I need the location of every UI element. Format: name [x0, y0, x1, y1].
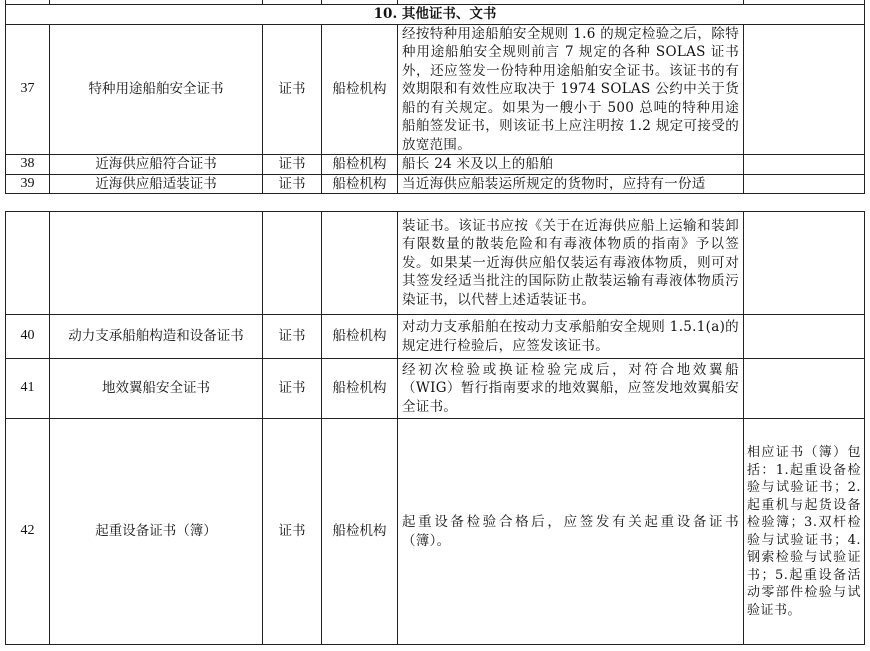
row-number: 41: [6, 359, 50, 419]
document-type: 证书: [263, 174, 322, 194]
section-title: 10. 其他证书、文书: [6, 5, 865, 25]
certificate-description: 起重设备检验合格后，应签发有关起重设备证书（簿）。: [398, 419, 744, 645]
table-row: [6, 315, 865, 359]
document-type: 证书: [263, 419, 322, 645]
certificate-description: 装证书。该证书应按《关于在近海供应船上运输和装卸有限数量的散装危险和有毒液体物质的指南》予以签发。如果某一近海供应船仅装运有毒液体物质，则可对其签发经适当批注的国际防止散装运输有毒液体物质污染证书，以代替上述适装证书。: [398, 212, 744, 315]
certificate-name: 特种用途船舶安全证书: [50, 24, 263, 155]
row-number: 37: [6, 24, 50, 155]
certificate-description: 当近海供应船装运所规定的货物时，应持有一份适: [398, 174, 744, 194]
document-type: 证书: [263, 315, 322, 359]
row-number: 39: [6, 174, 50, 194]
remarks: [744, 212, 865, 315]
issuing-authority: [322, 212, 398, 315]
issuing-authority: 船检机构: [322, 24, 398, 155]
remarks: 相应证书（簿）包括：1.起重设备检验与试验证书；2.起重机与起货设备检验簿；3.双杆检验与试验证书；4.钢索检验与试验证书；5.起重设备活动零部件检验与试验证书。: [744, 419, 865, 645]
row-number: 40: [6, 315, 50, 359]
remarks: [744, 359, 865, 419]
remarks: [744, 315, 865, 359]
document-type: 证书: [263, 24, 322, 155]
certificate-description: 经初次检验或换证检验完成后，对符合地效翼船（WIG）暂行指南要求的地效翼船，应签发地效翼船安全证书。: [398, 359, 744, 419]
table-row: [6, 212, 865, 315]
issuing-authority: 船检机构: [322, 419, 398, 645]
certificate-name: 近海供应船符合证书: [50, 155, 263, 175]
document-type: 证书: [263, 359, 322, 419]
certificate-table-bottom: [5, 211, 865, 645]
certificate-name: [50, 212, 263, 315]
certificate-name: 地效翼船安全证书: [50, 359, 263, 419]
certificate-description: 经按特种用途船舶安全规则 1.6 的规定检验之后，除特种用途船舶安全规则前言 7 规定的各种 SOLAS 证书外，还应签发一份特种用途船舶安全证书。该证书的有效期限和有效性应取决于 1974 SOLAS 公约中关于货船的有关规定。如果为一艘小于 500 总吨的特种用途船舶签发证书，则该证书上应注明按 1.2 规定可接受的放宽范围。: [398, 24, 744, 155]
remarks: [744, 174, 865, 194]
certificate-name: 动力支承船舶构造和设备证书: [50, 315, 263, 359]
certificate-table-top: [5, 0, 865, 194]
table-row: [6, 155, 865, 175]
certificate-name: 近海供应船适装证书: [50, 174, 263, 194]
certificate-name: 起重设备证书（簿）: [50, 419, 263, 645]
document-type: 证书: [263, 155, 322, 175]
remarks: [744, 24, 865, 155]
issuing-authority: 船检机构: [322, 315, 398, 359]
table-row: [6, 419, 865, 645]
document-type: [263, 212, 322, 315]
issuing-authority: 船检机构: [322, 359, 398, 419]
table-row: [6, 174, 865, 194]
certificate-description: 对动力支承船舶在按动力支承船舶安全规则 1.5.1(a)的规定进行检验后，应签发该证书。: [398, 315, 744, 359]
remarks: [744, 155, 865, 175]
row-number: [6, 212, 50, 315]
section-header-row: [6, 5, 865, 25]
row-number: 42: [6, 419, 50, 645]
issuing-authority: 船检机构: [322, 174, 398, 194]
issuing-authority: 船检机构: [322, 155, 398, 175]
table-row: [6, 359, 865, 419]
certificate-description: 船长 24 米及以上的船舶: [398, 155, 744, 175]
table-row: [6, 24, 865, 155]
row-number: 38: [6, 155, 50, 175]
